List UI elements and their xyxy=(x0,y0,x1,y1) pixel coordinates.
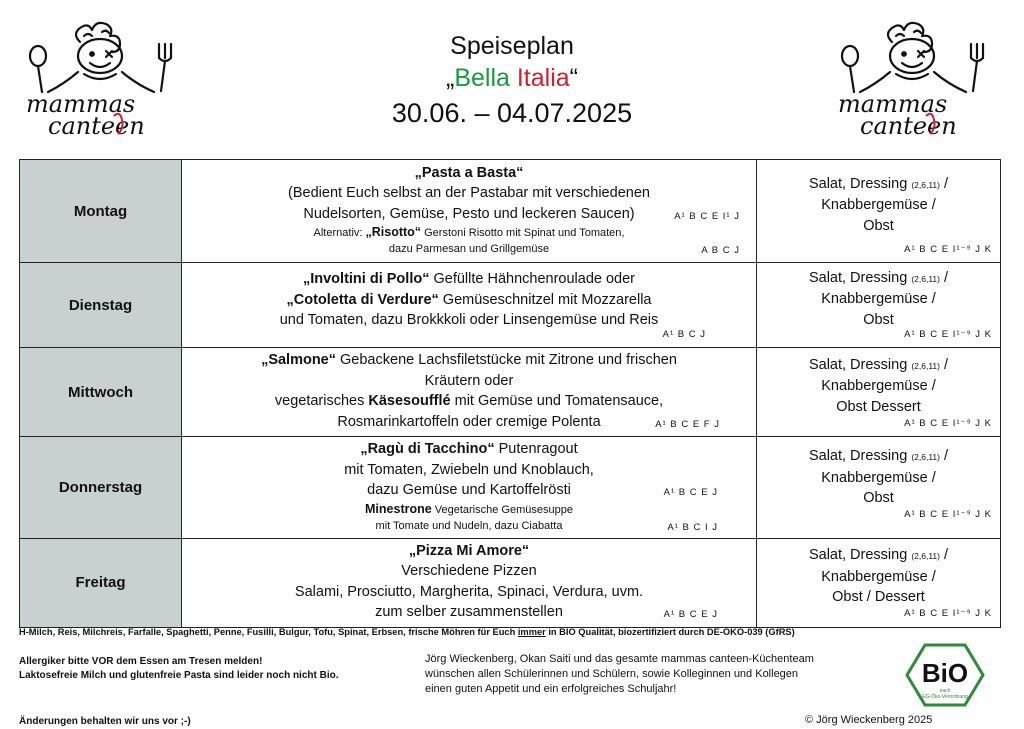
side-cell: Salat, Dressing (2,6,11) / Knabbergemüse / Obst / Dessert A¹ B C E I¹⁻⁹ J K xyxy=(757,538,1001,627)
side-cell: Salat, Dressing (2,6,11) / Knabbergemüse / Obst Dessert A¹ B C E I¹⁻⁹ J K xyxy=(757,348,1001,437)
allergen-codes: A¹ B C E I¹ J xyxy=(674,210,740,222)
svg-text:canteen: canteen xyxy=(48,112,145,139)
allergen-codes: A¹ B C E I¹⁻⁹ J K xyxy=(904,608,992,619)
changes-notice: Änderungen behalten wir uns vor ;-) xyxy=(19,716,191,727)
day-label: Dienstag xyxy=(20,263,182,348)
page-header xyxy=(300,30,724,130)
allergen-codes: A¹ B C E I¹⁻⁹ J K xyxy=(904,509,992,520)
dish-cell: „Involtini di Pollo“ Gefüllte Hähnchenroulade oder „Cotoletta di Verdure“ Gemüseschnitzel mit Mozzarella und Tomaten, dazu Brokkkoli oder Linsengemüse und Reis A¹ B C J xyxy=(182,263,757,348)
dish-cell: „Pasta a Basta“ (Bedient Euch selbst an der Pastabar mit verschiedenen Nudelsorten, Gemüse, Pesto und leckeren Saucen) A¹ B C E I¹ J Alternativ: „Risotto“ Gerstoni Risotto mit Spinat und Tomaten, dazu Parmesan und Grillgemüse A B C J xyxy=(182,160,757,263)
allergen-codes: A¹ B C E I¹⁻⁹ J K xyxy=(904,243,992,255)
allergy-notice: Allergiker bitte VOR dem Essen am Tresen melden! Laktosefreie Milch und glutenfreie Pasta sind leider noch nicht Bio. xyxy=(19,656,339,681)
mammas-canteen-logo-right xyxy=(826,14,996,139)
table-row-wednesday xyxy=(20,348,1001,437)
allergen-codes: A¹ B C E F J xyxy=(655,418,720,430)
allergen-codes: A¹ B C I J xyxy=(667,521,718,533)
copyright: © Jörg Wieckenberg 2025 xyxy=(805,714,933,726)
bio-seal-icon xyxy=(905,642,985,708)
theme-title: „Bella Italia“ xyxy=(445,64,578,92)
side-cell: Salat, Dressing (2,6,11) / Knabbergemüse / Obst A¹ B C E I¹⁻⁹ J K xyxy=(757,263,1001,348)
svg-text:nach: nach xyxy=(939,688,951,694)
dish-cell: „Pizza Mi Amore“ Verschiedene Pizzen Salami, Prosciutto, Margherita, Spinaci, Verdura, uvm. zum selber zusammenstellen A¹ B C E J xyxy=(182,538,757,627)
svg-text:mammas: mammas xyxy=(838,90,948,118)
table-row-monday xyxy=(20,160,1001,263)
svg-text:EG-Öko-Verordnung: EG-Öko-Verordnung xyxy=(922,694,968,700)
bio-note: H-Milch, Reis, Milchreis, Farfalle, Spaghetti, Penne, Fusilli, Bulgur, Tofu, Spinat, Erbsen, frische Möhren für Euch immer in BIO Qualität, biozertifiziert durch DE-ÖKO-039 (GfRS) xyxy=(19,627,795,637)
allergen-codes: A¹ B C J xyxy=(662,328,706,340)
table-row-thursday xyxy=(20,437,1001,539)
allergen-codes: A¹ B C E I¹⁻⁹ J K xyxy=(904,328,992,340)
date-range: 30.06. – 04.07.2025 xyxy=(391,98,633,128)
day-label: Mittwoch xyxy=(20,348,182,437)
side-cell: Salat, Dressing (2,6,11) / Knabbergemüse / Obst A¹ B C E I¹⁻⁹ J K xyxy=(757,437,1001,539)
allergen-codes: A¹ B C E I¹⁻⁹ J K xyxy=(904,417,992,429)
svg-text:BiO: BiO xyxy=(921,658,969,688)
dish-cell: „Ragù di Tacchino“ Putenragout mit Tomaten, Zwiebeln und Knoblauch, dazu Gemüse und Kartoffelrösti A¹ B C E J Minestrone Vegetarische Gemüsesuppe mit Tomate und Nudeln, dazu Ciabatta A¹ B C I J xyxy=(182,437,757,539)
table-row-friday xyxy=(20,538,1001,627)
allergen-codes: A¹ B C E J xyxy=(663,609,718,620)
day-label: Montag xyxy=(20,160,182,263)
menu-table xyxy=(19,159,1001,628)
day-label: Donnerstag xyxy=(20,437,182,539)
side-cell: Salat, Dressing (2,6,11) / Knabbergemüse / Obst A¹ B C E I¹⁻⁹ J K xyxy=(757,160,1001,263)
page-title: Speiseplan xyxy=(450,32,574,60)
team-message: Jörg Wieckenberg, Okan Saiti und das gesamte mammas canteen-Küchenteam wünschen allen Schülerinnen und Schülern, sowie Kolleginnen und Kollegen einen guten Appetit und ein erfolgreiches Schuljahr! xyxy=(425,653,814,695)
day-label: Freitag xyxy=(20,538,182,627)
allergen-codes: A¹ B C E J xyxy=(663,487,718,498)
table-row-tuesday xyxy=(20,263,1001,348)
svg-text:canteen: canteen xyxy=(860,112,957,139)
dish-cell: „Salmone“ Gebackene Lachsfiletstücke mit Zitrone und frischen Kräutern oder vegetarisches Käsesoufflé mit Gemüse und Tomatensauce, Rosmarinkartoffeln oder cremige Polenta A¹ B C E F J xyxy=(182,348,757,437)
allergen-codes: A B C J xyxy=(701,245,740,257)
svg-text:mammas: mammas xyxy=(26,90,136,118)
mammas-canteen-logo-left xyxy=(14,14,184,139)
